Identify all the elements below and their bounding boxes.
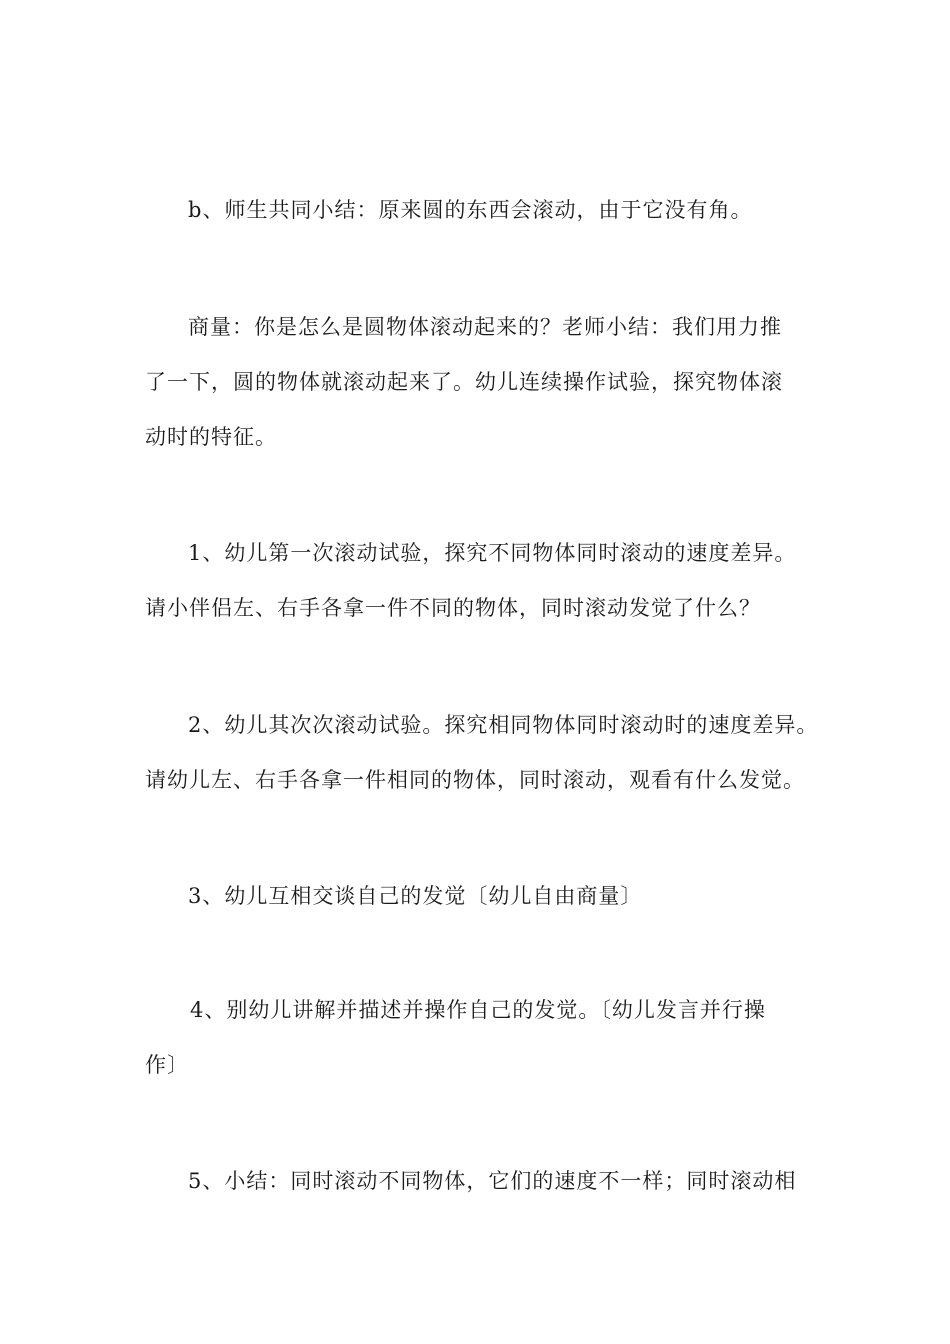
paragraph-item-1-line-2: 请小伴侣左、右手各拿一件不同的物体，同时滚动发觉了什么？ bbox=[145, 596, 761, 620]
paragraph-item-4-line-1: 4、别幼儿讲解并描述并操作自己的发觉。〔幼儿发言并行操 bbox=[190, 998, 766, 1022]
paragraph-discussion-line-2: 了一下，圆的物体就滚动起来了。幼儿连续操作试验，探究物体滚 bbox=[145, 370, 783, 394]
paragraph-item-4-line-2: 作〕 bbox=[145, 1053, 189, 1077]
paragraph-discussion-line-3: 动时的特征。 bbox=[145, 425, 277, 449]
paragraph-item-2-line-2: 请幼儿左、右手各拿一件相同的物体，同时滚动，观看有什么发觉。 bbox=[145, 768, 805, 792]
paragraph-item-3: 3、幼儿互相交谈自己的发觉〔幼儿自由商量〕 bbox=[188, 884, 643, 908]
paragraph-b-summary: b、师生共同小结：原来圆的东西会滚动，由于它没有角。 bbox=[188, 198, 753, 222]
paragraph-item-5-line-1: 5、小结：同时滚动不同物体，它们的速度不一样；同时滚动相 bbox=[188, 1169, 797, 1193]
paragraph-item-2-line-1: 2、幼儿其次次滚动试验。探究相同物体同时滚动时的速度差异。 bbox=[188, 713, 819, 737]
paragraph-discussion-line-1: 商量：你是怎么是圆物体滚动起来的？老师小结：我们用力推 bbox=[188, 315, 782, 339]
paragraph-item-1-line-1: 1、幼儿第一次滚动试验，探究不同物体同时滚动的速度差异。 bbox=[188, 541, 797, 565]
